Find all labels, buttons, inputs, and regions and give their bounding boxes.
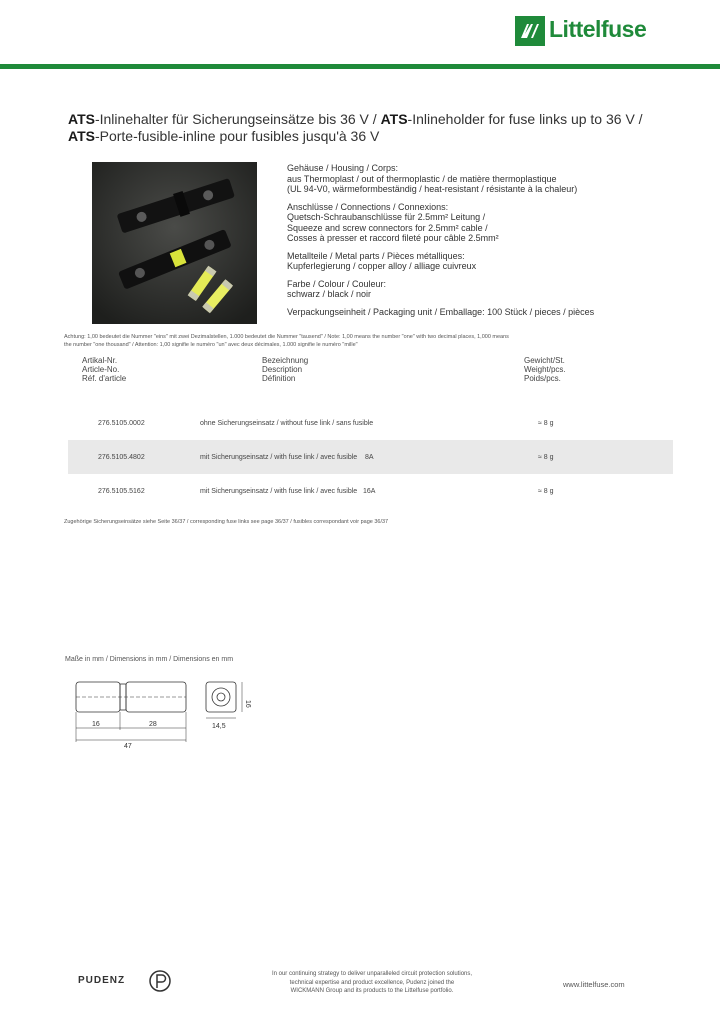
brand-name: Littelfuse (549, 16, 647, 42)
title-prefix: ATS (68, 111, 95, 127)
littelfuse-logo (515, 14, 665, 50)
dim-47: 47 (124, 743, 132, 750)
table-header-article: Artikal-Nr. Article-No. Réf. d'article (82, 356, 127, 383)
table-row-3-part: 276.5105.5162 (98, 488, 145, 495)
table-row-3-weight: ≈ 8 g (538, 488, 554, 495)
table-row-2-part: 276.5105.4802 (98, 454, 145, 461)
dim-16-height: 16 (244, 700, 251, 708)
spec-connections: Anschlüsse / Connections / Connexions: Quetsch-Schraubanschlüsse für 2.5mm² Leitung / Squeeze and screw connectors for 2.5mm² cable / Cosses à presser et raccord fileté pour câble 2.5mm² (287, 201, 499, 243)
dim-16: 16 (92, 721, 100, 728)
table-row-2-weight: ≈ 8 g (538, 454, 554, 461)
dimensions-caption: Maße in mm / Dimensions in mm / Dimensions en mm (65, 656, 234, 663)
related-fuses-footnote: Zugehörige Sicherungseinsätze siehe Seite 36/37 / corresponding fuse links see page 36/37 / fusibles correspondant voir page 36/37 (64, 519, 389, 525)
pudenz-mark-icon (148, 968, 172, 994)
product-photo (92, 162, 257, 324)
table-row-3-desc: mit Sicherungseinsatz / with fuse link / avec fusible 16A (200, 488, 376, 495)
spec-colour: Farbe / Colour / Couleur: schwarz / black / noir (287, 278, 387, 299)
spec-metal: Metallteile / Metal parts / Pièces métalliques: Kupferlegierung / copper alloy / alliage cuivreux (287, 250, 477, 271)
pudenz-logo: PUDENZ (78, 968, 178, 998)
table-row-1-weight: ≈ 8 g (538, 420, 554, 427)
table-row-1-desc: ohne Sicherungseinsatz / without fuse link / sans fusible (200, 420, 374, 427)
littelfuse-mark-icon (515, 16, 545, 46)
table-row-1-part: 276.5105.0002 (98, 420, 145, 427)
table-header-description: Bezeichnung Description Définition (262, 356, 309, 383)
footer-statement: In our continuing strategy to deliver unparalleled circuit protection solutions, technical expertise and product excellence, Pudenz joined the WICKMANN Group and its products to the Littelfuse portfolio. (271, 971, 473, 994)
page-title: ATS-Inlinehalter für Sicherungseinsätze bis 36 V / ATS-Inlineholder for fuse links up to 36 V / ATS-Porte-fusible-inline pour fusibles jusqu'à 36 V (68, 111, 643, 144)
footer-url: www.littelfuse.com (563, 980, 625, 989)
spec-packaging: Verpackungseinheit / Packaging unit / Emballage: 100 Stück / pieces / pièces (287, 306, 595, 317)
spec-list (287, 163, 687, 324)
table-row-2-desc: mit Sicherungseinsatz / with fuse link / avec fusible 8A (200, 454, 374, 461)
header-rule (0, 64, 720, 69)
dim-28: 28 (149, 721, 157, 728)
dim-14-5: 14,5 (212, 723, 226, 730)
dimension-drawing (60, 670, 260, 750)
spec-housing: Gehäuse / Housing / Corps: aus Thermoplast / out of thermoplastic / de matière thermoplastique (UL 94-V0, wärmeformbeständig / heat-resistant / résistante à la chaleur) (287, 163, 578, 194)
table-header-weight: Gewicht/St. Weight/pcs. Poids/pcs. (524, 356, 566, 383)
decimal-note: Achtung: 1,00 bedeutet die Nummer "eins" mit zwei Dezimalstellen, 1.000 bedeutet die Nummer "tausend" / Note: 1,00 means the number "one" with two decimal places, 1,000 means the number "one thousand" / Attention: 1,00 signifie le numéro "un" avec deux décimales, 1.000 signifie le numéro "mille" (64, 334, 509, 348)
